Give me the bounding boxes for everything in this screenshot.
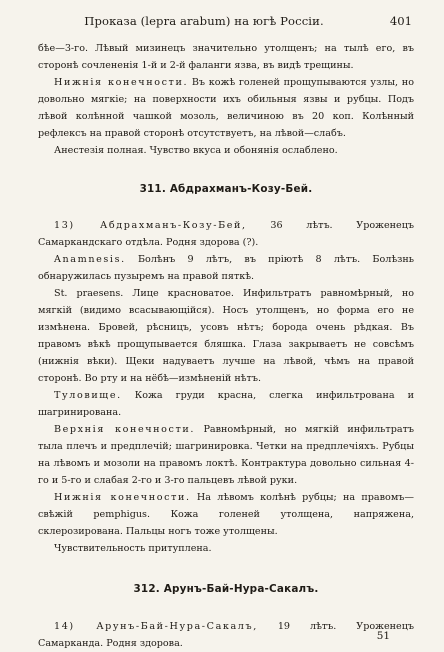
upper-limbs-label: Верхнiя конечности. <box>54 424 196 435</box>
paragraph-anesthesia: Анестезiя полная. Чувство вкуса и обонянiя ослаблено. <box>54 145 338 156</box>
signature-number: 51 <box>376 630 390 642</box>
lower-limbs-text: На лѣвомъ колѣнѣ рубцы; на правомъ—свѣжiй pemphigus. Кожа голеней утолщена, напряжена, склерозирована. Пальцы ногъ тоже утолщены. <box>38 492 414 537</box>
paragraph-sensitivity: Чувствительность притуплена. <box>54 543 212 554</box>
upper-limbs-text: Равномѣрный, но мягкiй инфильтратъ тыла плечъ и предплечiй; шагринировка. Четки на предплечiяхъ. Рубцы на лѣвомъ и мозоли на правомъ локтѣ. Контрактура довольно сильная 4-го и 5-го и слабая 2-го и 3-го пальцевъ лѣвой руки. <box>38 424 414 486</box>
paragraph-trunk <box>38 387 414 421</box>
anamnesis-text: Болѣнъ 9 лѣтъ, въ прiютѣ 8 лѣтъ. Болѣзнь обнаружилась пузыремъ на правой пяткѣ. <box>38 254 414 282</box>
paragraph-lower-limbs <box>38 74 414 142</box>
anamnesis-label: Anamnesis. <box>54 254 126 265</box>
paragraph-upper-limbs <box>38 421 414 489</box>
paragraph-lower-limbs-2 <box>38 489 414 540</box>
case-intro-text-2: 19 лѣтъ. Уроженецъ Самарканда. Родня здорова. <box>38 621 414 649</box>
case-name: 13) Абдрахманъ-Козу-Бей, <box>54 220 247 231</box>
case-intro-text: 36 лѣтъ. Уроженецъ Самаркандскаго отдѣла. Родня здорова (?). <box>38 220 414 248</box>
section-title-312: 312. Арунъ-Бай-Нура-Сакалъ. <box>133 583 319 595</box>
status-text: Лице красноватое. Инфильтратъ равномѣрный, но мягкiй (видимо всасывающiйся). Носъ утолщенъ, но форма его не измѣнена. Бровей, рѣсницъ, усовъ нѣтъ; борода очень рѣдкая. Въ правомъ вѣкѣ прощупывается бляшка. Глаза закрываетъ не совсѣмъ (нижнiя вѣки). Щеки надуваетъ лучше на лѣвой, чѣмъ на правой сторонѣ. Во рту и на нёбѣ—измѣненiй нѣтъ. <box>38 288 415 384</box>
paragraph-case-intro-2 <box>38 618 414 652</box>
lower-limbs-label: Нижнiя конечности. <box>54 492 191 503</box>
paragraph-text: Въ кожѣ голеней прощупываются узлы, но довольно мягкiе; на поверхности ихъ обильныя язвы и рубцы. Подъ лѣвой колѣнной чашкой мозоль, величиною въ 20 коп. Колѣнный рефлексъ на правой сторонѣ отсутствуетъ, на лѣвой—слабъ. <box>38 77 414 139</box>
paragraph-label: Нижнiя конечности. <box>54 77 189 88</box>
section-title-311: 311. Абдрахманъ-Козу-Бей. <box>139 183 313 195</box>
paragraph-case-intro <box>38 217 414 251</box>
paragraph-continuation: бѣе—3-го. Лѣвый мизинецъ значительно утолщенъ; на тылѣ его, въ сторонѣ сочлененiя 1-й и 2-й фаланги язва, въ видѣ трещины. <box>38 43 414 71</box>
page-body <box>38 40 414 652</box>
page-number: 401 <box>389 14 412 28</box>
trunk-text: Кожа груди красна, слегка инфильтрована и шагринирована. <box>38 390 414 418</box>
status-label: St. praesens. <box>54 288 124 299</box>
trunk-label: Туловище. <box>54 390 122 401</box>
case-name-2: 14) Арунъ-Бай-Нура-Сакалъ, <box>54 621 258 632</box>
paragraph-status-praesens <box>38 285 414 387</box>
paragraph-anamnesis <box>38 251 414 285</box>
page-header <box>38 14 414 32</box>
running-title: Проказа (lepra arabum) на югѣ Россiи. <box>84 14 324 28</box>
